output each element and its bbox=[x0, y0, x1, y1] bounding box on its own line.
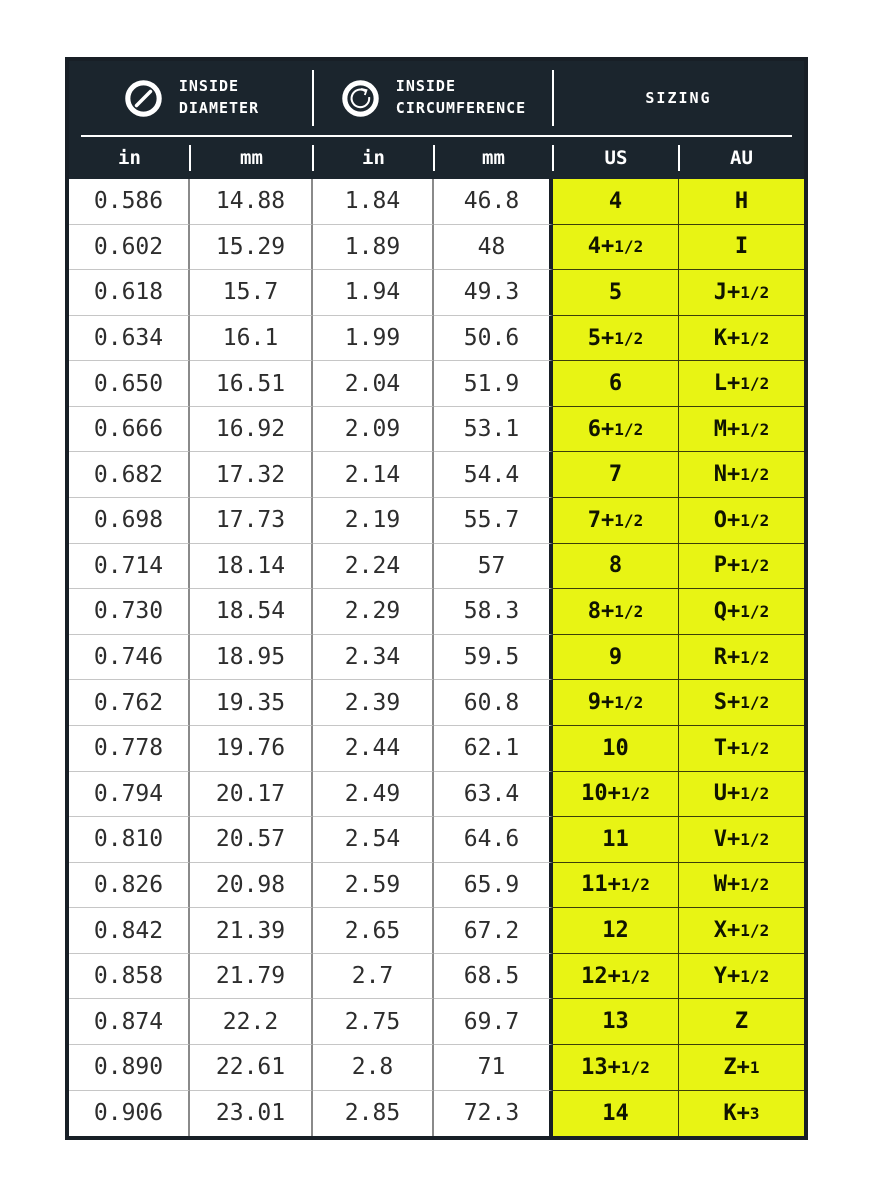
us-size-main: 5+ bbox=[587, 325, 615, 351]
table-row bbox=[69, 954, 804, 1000]
us-size-main: 9 bbox=[608, 644, 623, 670]
cell-diameter-mm: 14.88 bbox=[190, 179, 313, 225]
cell-circumference-mm: 72.3 bbox=[434, 1091, 553, 1137]
inside-circumference-label bbox=[396, 76, 526, 120]
inside-diameter-label bbox=[179, 76, 259, 120]
au-size-fraction: 1/2 bbox=[740, 875, 770, 895]
table-row bbox=[69, 361, 804, 407]
cell-diameter-mm: 16.92 bbox=[190, 407, 313, 453]
table-row bbox=[69, 680, 804, 726]
table-row bbox=[69, 726, 804, 772]
cell-diameter-mm: 21.39 bbox=[190, 908, 313, 954]
au-size-main: I bbox=[734, 234, 749, 260]
cell-circumference-mm: 58.3 bbox=[434, 589, 553, 635]
cell-diameter-mm: 20.57 bbox=[190, 817, 313, 863]
au-size-main: H bbox=[734, 188, 749, 214]
table-row bbox=[69, 908, 804, 954]
au-size-main: V+ bbox=[713, 826, 741, 852]
cell-diameter-mm: 19.76 bbox=[190, 726, 313, 772]
cell-au-size bbox=[679, 544, 804, 590]
au-size-main: Y+ bbox=[713, 963, 741, 989]
table-row bbox=[69, 635, 804, 681]
cell-diameter-mm: 22.2 bbox=[190, 999, 313, 1045]
au-size-fraction: 1/2 bbox=[740, 419, 770, 439]
cell-au-size bbox=[679, 589, 804, 635]
cell-us-size bbox=[553, 908, 679, 954]
table-header bbox=[69, 61, 804, 179]
us-size-main: 7 bbox=[608, 462, 623, 488]
cell-us-size bbox=[553, 498, 679, 544]
cell-au-size bbox=[679, 316, 804, 362]
cell-circumference-mm: 53.1 bbox=[434, 407, 553, 453]
cell-diameter-mm: 15.7 bbox=[190, 270, 313, 316]
au-size-fraction: 1/2 bbox=[740, 738, 770, 758]
cell-us-size bbox=[553, 361, 679, 407]
cell-au-size bbox=[679, 225, 804, 271]
au-size-main: W+ bbox=[713, 872, 741, 898]
cell-circumference-in: 2.59 bbox=[313, 863, 434, 909]
cell-circumference-in: 2.29 bbox=[313, 589, 434, 635]
us-size-main: 6+ bbox=[587, 416, 615, 442]
us-size-fraction: 1/2 bbox=[620, 784, 650, 804]
cell-us-size bbox=[553, 954, 679, 1000]
header-section-sizing bbox=[553, 61, 804, 135]
cell-diameter-in: 0.842 bbox=[69, 908, 190, 954]
us-size-fraction: 1/2 bbox=[614, 237, 644, 257]
ring-size-table bbox=[65, 57, 808, 1140]
header-section-inside-circumference bbox=[313, 61, 553, 135]
table-row bbox=[69, 270, 804, 316]
cell-us-size bbox=[553, 863, 679, 909]
cell-us-size bbox=[553, 452, 679, 498]
au-size-main: Q+ bbox=[713, 598, 741, 624]
cell-us-size bbox=[553, 635, 679, 681]
cell-circumference-in: 2.19 bbox=[313, 498, 434, 544]
diameter-icon bbox=[123, 78, 164, 119]
cell-diameter-in: 0.650 bbox=[69, 361, 190, 407]
table-row bbox=[69, 316, 804, 362]
cell-circumference-mm: 63.4 bbox=[434, 772, 553, 818]
cell-au-size bbox=[679, 999, 804, 1045]
cell-circumference-in: 1.94 bbox=[313, 270, 434, 316]
us-size-main: 10 bbox=[602, 735, 629, 761]
au-size-main: K+ bbox=[723, 1100, 750, 1126]
cell-diameter-mm: 23.01 bbox=[190, 1091, 313, 1137]
unit-diameter-mm: mm bbox=[190, 137, 313, 179]
cell-diameter-mm: 22.61 bbox=[190, 1045, 313, 1091]
unit-circumference-mm: mm bbox=[434, 137, 553, 179]
cell-diameter-in: 0.778 bbox=[69, 726, 190, 772]
us-size-main: 8+ bbox=[587, 598, 615, 624]
au-size-main: J+ bbox=[713, 279, 741, 305]
table-row bbox=[69, 407, 804, 453]
cell-us-size bbox=[553, 179, 679, 225]
cell-circumference-mm: 51.9 bbox=[434, 361, 553, 407]
cell-us-size bbox=[553, 225, 679, 271]
cell-us-size bbox=[553, 817, 679, 863]
cell-circumference-in: 2.44 bbox=[313, 726, 434, 772]
cell-circumference-in: 2.7 bbox=[313, 954, 434, 1000]
cell-diameter-in: 0.858 bbox=[69, 954, 190, 1000]
cell-us-size bbox=[553, 1091, 679, 1137]
table-row bbox=[69, 1091, 804, 1137]
au-size-main: Z bbox=[734, 1009, 749, 1035]
cell-au-size bbox=[679, 179, 804, 225]
cell-au-size bbox=[679, 1091, 804, 1137]
au-size-fraction: 1/2 bbox=[740, 556, 770, 576]
cell-diameter-in: 0.698 bbox=[69, 498, 190, 544]
cell-diameter-in: 0.618 bbox=[69, 270, 190, 316]
cell-us-size bbox=[553, 316, 679, 362]
table-row bbox=[69, 589, 804, 635]
us-size-main: 7+ bbox=[587, 507, 615, 533]
cell-diameter-mm: 18.95 bbox=[190, 635, 313, 681]
au-size-fraction: 1/2 bbox=[740, 829, 770, 849]
us-size-main: 10+ bbox=[581, 781, 621, 807]
cell-circumference-in: 2.54 bbox=[313, 817, 434, 863]
au-size-main: S+ bbox=[713, 690, 741, 716]
au-size-main: Z+ bbox=[723, 1054, 750, 1080]
cell-us-size bbox=[553, 589, 679, 635]
cell-us-size bbox=[553, 407, 679, 453]
cell-diameter-mm: 21.79 bbox=[190, 954, 313, 1000]
au-size-fraction: 1/2 bbox=[740, 374, 770, 394]
cell-diameter-in: 0.874 bbox=[69, 999, 190, 1045]
us-size-main: 14 bbox=[602, 1100, 629, 1126]
us-size-main: 5 bbox=[608, 279, 623, 305]
cell-au-size bbox=[679, 498, 804, 544]
us-size-fraction: 1/2 bbox=[614, 693, 644, 713]
au-size-fraction: 1/2 bbox=[740, 328, 770, 348]
unit-circumference-in: in bbox=[313, 137, 434, 179]
au-size-fraction: 1/2 bbox=[740, 601, 770, 621]
cell-diameter-in: 0.826 bbox=[69, 863, 190, 909]
cell-us-size bbox=[553, 772, 679, 818]
cell-circumference-mm: 64.6 bbox=[434, 817, 553, 863]
units-row bbox=[69, 137, 804, 179]
au-size-main: L+ bbox=[713, 371, 741, 397]
table-row bbox=[69, 999, 804, 1045]
us-size-fraction: 1/2 bbox=[614, 328, 644, 348]
cell-circumference-mm: 54.4 bbox=[434, 452, 553, 498]
cell-diameter-in: 0.666 bbox=[69, 407, 190, 453]
cell-au-size bbox=[679, 635, 804, 681]
cell-diameter-in: 0.810 bbox=[69, 817, 190, 863]
us-size-main: 11+ bbox=[581, 872, 621, 898]
cell-us-size bbox=[553, 270, 679, 316]
cell-circumference-in: 1.89 bbox=[313, 225, 434, 271]
unit-au: AU bbox=[679, 137, 804, 179]
cell-diameter-mm: 15.29 bbox=[190, 225, 313, 271]
cell-au-size bbox=[679, 452, 804, 498]
cell-circumference-in: 1.99 bbox=[313, 316, 434, 362]
us-size-main: 4+ bbox=[587, 234, 615, 260]
cell-circumference-in: 2.24 bbox=[313, 544, 434, 590]
cell-au-size bbox=[679, 1045, 804, 1091]
au-size-main: N+ bbox=[713, 462, 741, 488]
cell-circumference-in: 2.04 bbox=[313, 361, 434, 407]
table-row bbox=[69, 863, 804, 909]
us-size-main: 8 bbox=[608, 553, 623, 579]
cell-diameter-in: 0.906 bbox=[69, 1091, 190, 1137]
cell-circumference-in: 2.65 bbox=[313, 908, 434, 954]
us-size-fraction: 1/2 bbox=[614, 510, 644, 530]
cell-circumference-mm: 50.6 bbox=[434, 316, 553, 362]
cell-circumference-mm: 68.5 bbox=[434, 954, 553, 1000]
au-size-main: T+ bbox=[713, 735, 741, 761]
us-size-main: 12+ bbox=[581, 963, 621, 989]
cell-au-size bbox=[679, 954, 804, 1000]
cell-circumference-mm: 60.8 bbox=[434, 680, 553, 726]
us-size-main: 13 bbox=[602, 1009, 629, 1035]
inside-diameter-line2: DIAMETER bbox=[178, 99, 260, 117]
cell-diameter-in: 0.730 bbox=[69, 589, 190, 635]
table-row bbox=[69, 179, 804, 225]
cell-us-size bbox=[553, 726, 679, 772]
us-size-main: 12 bbox=[602, 918, 629, 944]
cell-diameter-in: 0.682 bbox=[69, 452, 190, 498]
cell-circumference-mm: 65.9 bbox=[434, 863, 553, 909]
inside-circumference-line2: CIRCUMFERENCE bbox=[395, 99, 527, 117]
cell-au-size bbox=[679, 680, 804, 726]
cell-circumference-mm: 46.8 bbox=[434, 179, 553, 225]
au-size-fraction: 1/2 bbox=[740, 966, 770, 986]
cell-circumference-in: 2.14 bbox=[313, 452, 434, 498]
table-row bbox=[69, 1045, 804, 1091]
cell-diameter-in: 0.762 bbox=[69, 680, 190, 726]
us-size-fraction: 1/2 bbox=[620, 1057, 650, 1077]
cell-circumference-mm: 71 bbox=[434, 1045, 553, 1091]
cell-us-size bbox=[553, 544, 679, 590]
cell-diameter-mm: 19.35 bbox=[190, 680, 313, 726]
circumference-icon bbox=[340, 78, 381, 119]
us-size-fraction: 1/2 bbox=[620, 966, 650, 986]
cell-diameter-mm: 18.54 bbox=[190, 589, 313, 635]
au-size-main: U+ bbox=[713, 781, 741, 807]
au-size-fraction: 1 bbox=[749, 1057, 760, 1077]
cell-au-size bbox=[679, 908, 804, 954]
us-size-main: 11 bbox=[602, 826, 629, 852]
cell-diameter-in: 0.794 bbox=[69, 772, 190, 818]
au-size-fraction: 3 bbox=[749, 1103, 760, 1123]
cell-circumference-mm: 59.5 bbox=[434, 635, 553, 681]
cell-diameter-in: 0.746 bbox=[69, 635, 190, 681]
unit-us: US bbox=[553, 137, 679, 179]
cell-circumference-in: 1.84 bbox=[313, 179, 434, 225]
cell-circumference-mm: 69.7 bbox=[434, 999, 553, 1045]
header-section-inside-diameter bbox=[69, 61, 313, 135]
unit-diameter-in: in bbox=[118, 147, 141, 169]
cell-au-size bbox=[679, 361, 804, 407]
au-size-main: K+ bbox=[713, 325, 741, 351]
cell-circumference-in: 2.49 bbox=[313, 772, 434, 818]
cell-au-size bbox=[679, 270, 804, 316]
table-body bbox=[69, 179, 804, 1136]
cell-us-size bbox=[553, 999, 679, 1045]
inside-circumference-line1: INSIDE bbox=[395, 77, 456, 96]
au-size-fraction: 1/2 bbox=[740, 647, 770, 667]
sizing-label: SIZING bbox=[645, 89, 712, 107]
cell-circumference-mm: 48 bbox=[434, 225, 553, 271]
au-size-main: X+ bbox=[713, 918, 741, 944]
cell-au-size bbox=[679, 817, 804, 863]
au-size-main: R+ bbox=[713, 644, 741, 670]
us-size-main: 9+ bbox=[587, 690, 615, 716]
cell-circumference-in: 2.39 bbox=[313, 680, 434, 726]
au-size-main: M+ bbox=[713, 416, 741, 442]
cell-us-size bbox=[553, 680, 679, 726]
cell-diameter-mm: 20.98 bbox=[190, 863, 313, 909]
cell-circumference-mm: 49.3 bbox=[434, 270, 553, 316]
cell-diameter-mm: 16.1 bbox=[190, 316, 313, 362]
au-size-main: P+ bbox=[713, 553, 741, 579]
cell-diameter-in: 0.890 bbox=[69, 1045, 190, 1091]
cell-circumference-in: 2.09 bbox=[313, 407, 434, 453]
inside-diameter-line1: INSIDE bbox=[178, 77, 240, 96]
table-row bbox=[69, 544, 804, 590]
table-row bbox=[69, 452, 804, 498]
cell-diameter-in: 0.602 bbox=[69, 225, 190, 271]
cell-circumference-mm: 67.2 bbox=[434, 908, 553, 954]
us-size-main: 13+ bbox=[581, 1054, 621, 1080]
us-size-fraction: 1/2 bbox=[614, 601, 644, 621]
cell-diameter-mm: 20.17 bbox=[190, 772, 313, 818]
table-row bbox=[69, 817, 804, 863]
cell-au-size bbox=[679, 772, 804, 818]
cell-diameter-mm: 16.51 bbox=[190, 361, 313, 407]
cell-diameter-in: 0.714 bbox=[69, 544, 190, 590]
au-size-fraction: 1/2 bbox=[740, 693, 770, 713]
cell-diameter-mm: 17.32 bbox=[190, 452, 313, 498]
us-size-fraction: 1/2 bbox=[620, 875, 650, 895]
us-size-main: 4 bbox=[608, 188, 623, 214]
cell-us-size bbox=[553, 1045, 679, 1091]
au-size-fraction: 1/2 bbox=[740, 282, 770, 302]
header-icon-row bbox=[69, 61, 804, 135]
au-size-fraction: 1/2 bbox=[740, 465, 770, 485]
cell-circumference-in: 2.8 bbox=[313, 1045, 434, 1091]
cell-circumference-in: 2.75 bbox=[313, 999, 434, 1045]
table-row bbox=[69, 225, 804, 271]
cell-circumference-in: 2.34 bbox=[313, 635, 434, 681]
cell-diameter-mm: 17.73 bbox=[190, 498, 313, 544]
us-size-main: 6 bbox=[608, 371, 623, 397]
cell-circumference-mm: 57 bbox=[434, 544, 553, 590]
au-size-fraction: 1/2 bbox=[740, 510, 770, 530]
cell-diameter-in: 0.634 bbox=[69, 316, 190, 362]
table-row bbox=[69, 498, 804, 544]
au-size-fraction: 1/2 bbox=[740, 784, 770, 804]
au-size-fraction: 1/2 bbox=[740, 921, 770, 941]
cell-diameter-mm: 18.14 bbox=[190, 544, 313, 590]
cell-au-size bbox=[679, 407, 804, 453]
cell-au-size bbox=[679, 863, 804, 909]
au-size-main: O+ bbox=[713, 507, 741, 533]
cell-circumference-mm: 62.1 bbox=[434, 726, 553, 772]
table-row bbox=[69, 772, 804, 818]
cell-circumference-in: 2.85 bbox=[313, 1091, 434, 1137]
cell-diameter-in: 0.586 bbox=[69, 179, 190, 225]
cell-au-size bbox=[679, 726, 804, 772]
cell-circumference-mm: 55.7 bbox=[434, 498, 553, 544]
us-size-fraction: 1/2 bbox=[614, 419, 644, 439]
